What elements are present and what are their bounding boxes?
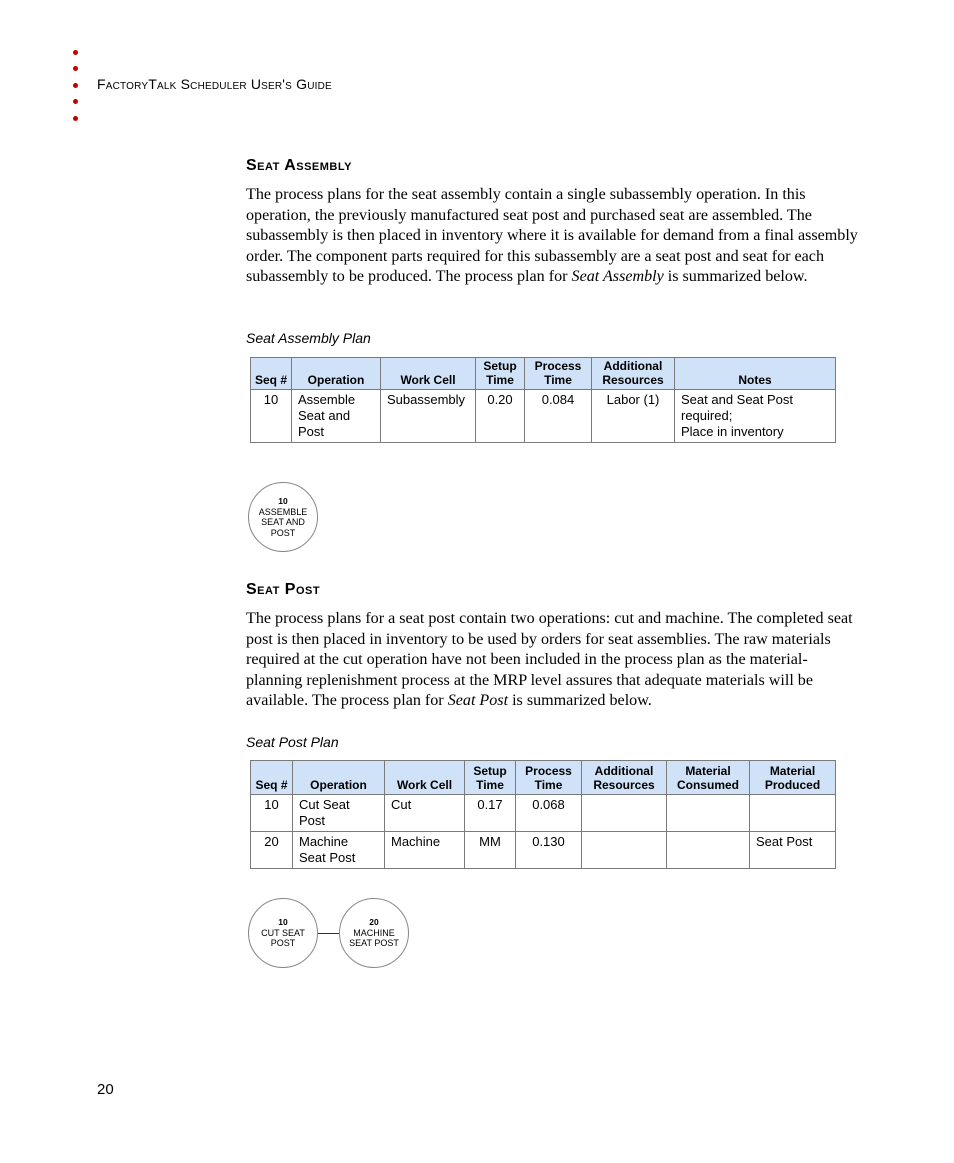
paragraph-text: The process plans for the seat assembly contain a single subassembly operation. In this operation, the previously manufactured seat post and purchased seat are assembled. The subassembly is then placed in inventory where it is available for demand from a final assembly order. The component parts required for this subassembly are a seat post and seat for each subassembly to be produced. The process plan for — [246, 186, 858, 286]
paragraph-text: is summarized below. — [508, 692, 652, 710]
table-row — [251, 795, 836, 832]
cell-additional-resources — [582, 832, 667, 869]
cell-work-cell: Subassembly — [381, 390, 476, 443]
node-label: ASSEMBLE SEAT AND POST — [258, 506, 308, 538]
cell-setup-time: 0.20 — [476, 390, 525, 443]
paragraph-text: is summarized below. — [663, 268, 808, 286]
seat-assembly-paragraph — [246, 185, 858, 288]
col-header-work-cell: Work Cell — [385, 761, 465, 795]
table-row — [251, 390, 836, 443]
table-header-row — [251, 761, 836, 795]
section-heading-seat-assembly: Seat Assembly — [246, 157, 352, 174]
node-sequence-number: 10 — [278, 496, 288, 506]
cell-seq: 20 — [251, 832, 293, 869]
notes-line: Seat and Seat Post required; — [681, 392, 794, 423]
guide-title: FactoryTalk Scheduler User's Guide — [97, 76, 332, 92]
cell-seq: 10 — [251, 795, 293, 832]
cell-process-time: 0.084 — [525, 390, 592, 443]
margin-bullets — [73, 44, 78, 127]
seat-assembly-plan-table — [250, 357, 836, 443]
node-label: CUT SEAT POST — [261, 927, 305, 949]
cell-material-produced: Seat Post — [750, 832, 836, 869]
cell-work-cell: Machine — [385, 832, 465, 869]
bullet-icon — [73, 50, 78, 55]
col-header-additional-resources: Additional Resources — [582, 761, 667, 795]
table-row — [251, 832, 836, 869]
col-header-work-cell: Work Cell — [381, 358, 476, 390]
cell-additional-resources: Labor (1) — [592, 390, 675, 443]
operation-node — [248, 482, 318, 552]
bullet-icon — [73, 99, 78, 104]
col-header-operation: Operation — [292, 358, 381, 390]
col-header-material-produced: Material Produced — [750, 761, 836, 795]
seat-post-plan-table — [250, 760, 836, 869]
bullet-icon — [73, 116, 78, 121]
seat-assembly-caption: Seat Assembly Plan — [246, 330, 371, 346]
page-number: 20 — [97, 1081, 114, 1098]
cell-operation: Machine Seat Post — [293, 832, 385, 869]
cell-seq: 10 — [251, 390, 292, 443]
col-header-setup-time: Setup Time — [476, 358, 525, 390]
cell-additional-resources — [582, 795, 667, 832]
cell-material-produced — [750, 795, 836, 832]
paragraph-text: The process plans for a seat post contain two operations: cut and machine. The completed seat post is then placed in inventory to be used by orders for seat assemblies. The raw materials required at the cut operation have not been included in the process plan as the material-planning replenishment process at the MRP level assures that adequate materials will be available. The process plan for — [246, 610, 853, 710]
table-header-row — [251, 358, 836, 390]
seat-post-paragraph — [246, 609, 858, 712]
cell-process-time: 0.068 — [516, 795, 582, 832]
col-header-material-consumed: Material Consumed — [667, 761, 750, 795]
operation-node — [248, 898, 318, 968]
col-header-additional-resources: Additional Resources — [592, 358, 675, 390]
node-sequence-number: 10 — [278, 917, 288, 928]
cell-work-cell: Cut — [385, 795, 465, 832]
col-header-notes: Notes — [675, 358, 836, 390]
cell-operation: Assemble Seat and Post — [292, 390, 381, 443]
cell-process-time: 0.130 — [516, 832, 582, 869]
cell-notes — [675, 390, 836, 443]
col-header-setup-time: Setup Time — [465, 761, 516, 795]
paragraph-italic-term: Seat Assembly — [571, 268, 664, 286]
col-header-process-time: Process Time — [525, 358, 592, 390]
operation-node — [339, 898, 409, 968]
notes-line: Place in inventory — [681, 424, 784, 439]
node-sequence-number: 20 — [369, 917, 379, 928]
cell-material-consumed — [667, 832, 750, 869]
col-header-seq: Seq # — [251, 761, 293, 795]
col-header-seq: Seq # — [251, 358, 292, 390]
cell-material-consumed — [667, 795, 750, 832]
col-header-operation: Operation — [293, 761, 385, 795]
paragraph-italic-term: Seat Post — [447, 692, 509, 710]
bullet-icon — [73, 66, 78, 71]
bullet-icon — [73, 83, 78, 88]
cell-setup-time: MM — [465, 832, 516, 869]
cell-setup-time: 0.17 — [465, 795, 516, 832]
cell-operation: Cut Seat Post — [293, 795, 385, 832]
col-header-process-time: Process Time — [516, 761, 582, 795]
node-label: MACHINE SEAT POST — [349, 927, 399, 949]
seat-post-caption: Seat Post Plan — [246, 734, 339, 750]
section-heading-seat-post: Seat Post — [246, 581, 321, 598]
node-connector — [318, 933, 339, 934]
